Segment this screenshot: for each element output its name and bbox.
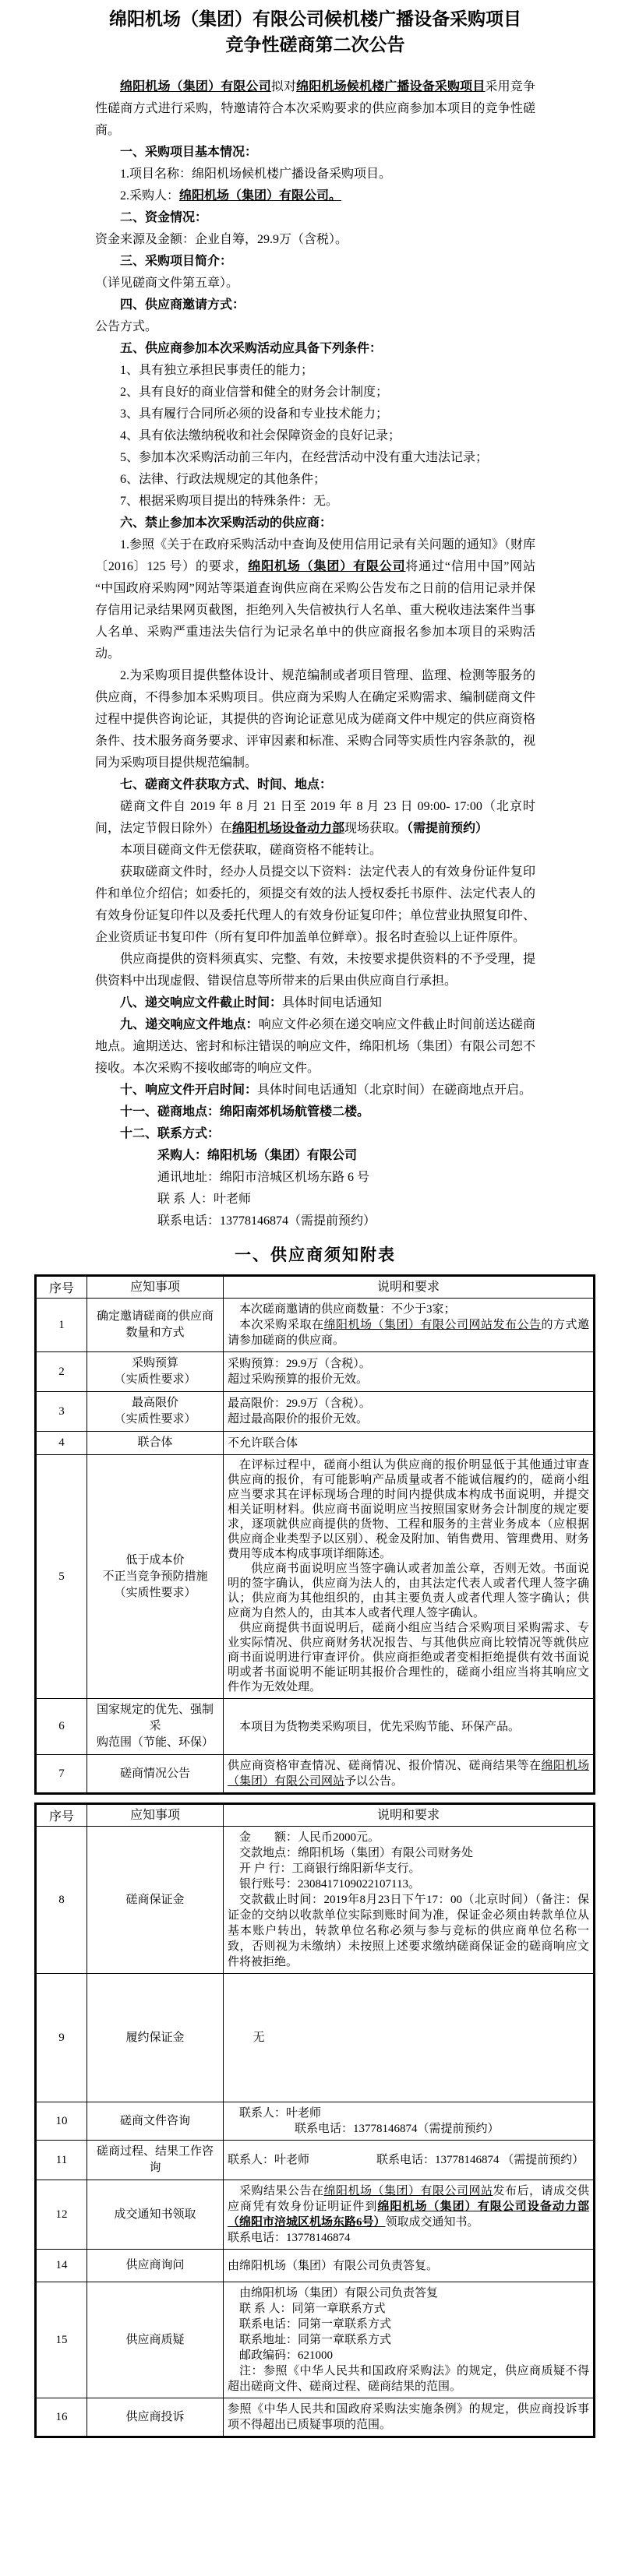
contact-phone: 联系电话：13778146874 （需提前预约） [376, 2154, 584, 2166]
paragraph-text: 具体时间电话通知 [282, 996, 383, 1010]
row-no: 16 [36, 2398, 87, 2437]
row-desc: 无 [224, 1974, 595, 2102]
header-cell-no: 序号 [36, 1804, 87, 1827]
desc-line [228, 2106, 589, 2137]
table-row [36, 2102, 595, 2141]
supplier-notice-table-part2 [34, 1802, 595, 2438]
desc-line: 联系地址：同第一章联系方式 [239, 2334, 392, 2346]
condition-item: 7、根据采购项目提出的特殊条件：无。 [120, 495, 339, 508]
row-desc [224, 1392, 595, 1432]
table-row [36, 1755, 595, 1794]
header-cell-desc: 说明和要求 [224, 1276, 595, 1299]
row-item [87, 1299, 224, 1352]
doc-title-line2: 竞争性磋商第二次公告 [225, 35, 405, 55]
announcement-website: 绵阳机场（集团）有限公司网站发布公告 [323, 1319, 542, 1331]
item-text: （实质性要求） [114, 1586, 196, 1599]
desc-line: 参照《中华人民共和国政府采购法实施条例》的规定，供应商投诉事项不得超出已质疑事项的范围。 [228, 2403, 589, 2431]
announcement-website: 绵阳机场（集团）有限公司网站 [323, 2185, 493, 2197]
intro-text: 拟对 [270, 80, 297, 93]
desc-line: 由绵阳机场（集团）有限公司负责答复 [239, 2287, 439, 2299]
heading-text: 十、响应文件开启时间： [120, 1084, 258, 1097]
desc-paragraph: 在评标过程中，磋商小组认为供应商的报价明显低于其他通过审查供应商的报价，有可能影响产品质量或者不能诚信履约的，磋商小组应当要求其在评标现场合理的时间内提供成本构成书面说明，并提交相关证明材料。供应商书面说明应当按照国家财务会计制度的规定要求，逐项就供应商提供的货物、工程和服务的主营业务成本（应根据供应商企业类型予以区别）、税金及附加、销售费用、管理费用、财务费用等成本构成事项详细陈述。 [228, 1459, 589, 1560]
contact-phone: 联系电话：13778146874 [228, 2232, 351, 2244]
table-row [36, 1392, 595, 1432]
row-desc [224, 2102, 595, 2141]
paragraph-text: 现场获取。 [344, 822, 408, 835]
item-text: （实质性要求） [114, 1413, 196, 1425]
section-9 [95, 1014, 535, 1080]
row-item [87, 1699, 224, 1755]
heading-text: 三、采购项目简介： [120, 255, 233, 268]
intro-text: 采用竞争性磋商方式进行采购，特邀请符合本次采购要求的供应商参加本项目的竞争性磋商。 [95, 80, 535, 137]
heading-text: 七、磋商文件获取方式、时间、地点： [120, 778, 333, 791]
row-item: 供应商询问 [87, 2250, 224, 2282]
contact-phone: 联系电话：13778146874（需提前预约） [157, 1214, 376, 1228]
section-4-body: 公告方式。 [95, 320, 158, 333]
heading-text: 六、禁止参加本次采购活动的供应商： [120, 516, 333, 530]
intro-paragraph [95, 76, 535, 142]
section-2-body: 资金来源及金额：企业自筹，29.9万（含税）。 [95, 233, 348, 246]
row-desc [224, 2180, 595, 2250]
row-desc [224, 1827, 595, 1974]
item-text: 确定邀请磋商的供应商 [96, 1310, 214, 1323]
section-1-heading [95, 142, 535, 164]
row-item [87, 1455, 224, 1699]
announcement-body [95, 76, 535, 1232]
desc-line: 本次磋商邀请的供应商数量：不少于3家； [239, 1303, 456, 1316]
heading-text: 四、供应商邀请方式： [120, 298, 245, 312]
section-12-heading [95, 1123, 535, 1145]
row-desc [224, 1755, 595, 1794]
desc-line: 联系电话：同第一章联系方式 [239, 2318, 392, 2331]
row-no: 10 [36, 2102, 87, 2141]
header-cell-desc: 说明和要求 [224, 1804, 595, 1827]
row-no: 3 [36, 1392, 87, 1432]
section-3-heading [95, 251, 535, 273]
condition-item: 5、参加本次采购活动前三年内，在经营活动中没有重大违法记录； [120, 451, 489, 464]
table-row [36, 1827, 595, 1974]
heading-text: 十二、联系方式： [120, 1127, 221, 1140]
table-row [36, 1352, 595, 1392]
heading-text: 一、采购项目基本情况： [120, 146, 258, 159]
purchaser-name: 绵阳机场（集团）有限公司。 [179, 189, 342, 203]
section-2-heading [95, 207, 535, 229]
row-desc [224, 1455, 595, 1699]
item-text: （实质性要求） [114, 1373, 196, 1386]
doc-title-line1: 绵阳机场（集团）有限公司候机楼广播设备采购项目 [109, 9, 521, 29]
desc-line [228, 1317, 589, 1348]
section-7-paragraph-3: 获取磋商文件时，经办人员提交以下资料：法定代表人的有效身份证件复印件和单位介绍信；如委托的，须提交有效的法人授权委托书原件、法定代表人的有效身份证复印件以及委托代理人的有效身份证复印件；单位营业执照复印件、企业资质证书复印件（所有复印件加盖单位鲜章）。报名时查验以上证件原件。 [95, 865, 535, 944]
item-text: 不正当竞争预防措施 [102, 1570, 208, 1583]
row-item: 磋商情况公告 [87, 1755, 224, 1794]
heading-text: 九、递交响应文件地点： [120, 1018, 259, 1031]
row-no: 14 [36, 2250, 87, 2282]
desc-line: 超过最高限价的报价无效。 [228, 1413, 369, 1425]
row-item [87, 1392, 224, 1432]
paragraph-text: 1.参照《关于在政府采购活动中查询及使用信用记录有关问题的通知》（财库〔2016〕125 号）的要求， [95, 538, 535, 573]
table-row [36, 1432, 595, 1455]
desc-text: 发布后，请成交供应商凭有效身份证明证件到 [228, 2185, 589, 2213]
desc-text: 予以公告。 [344, 1775, 404, 1788]
row-desc [224, 2398, 595, 2437]
contact-purchaser: 采购人：绵阳机场（集团）有限公司 [157, 1149, 358, 1162]
doc-title-block [90, 6, 540, 58]
deposit-bank: 开 户 行：工商银行绵阳新华支行。 [239, 1862, 421, 1875]
desc-line [228, 2152, 589, 2168]
desc-text: 采购结果公告在 [239, 2185, 324, 2197]
section-6-paragraph-2: 2.为采购项目提供整体设计、规范编制或者项目管理、监理、检测等服务的供应商，不得参加本采购项目。供应商为采购人在确定采购需求、编制磋商文件过程中提供咨询论证，其提供的咨询论证意见成为磋商文件中规定的供应商资格条件、技术服务商务要求、评审因素和标准、采购合同等实质性内容条款的，视同为采购项目提供规范编制。 [95, 669, 535, 770]
purchaser-name: 绵阳机场（集团）有限公司 [248, 560, 406, 573]
row-no: 15 [36, 2282, 87, 2398]
desc-text: 的方式邀请参加磋商的供应商。 [228, 1319, 589, 1347]
table-header-row [36, 1804, 595, 1827]
paragraph-text: 将通过“信用中国”网站 “中国政府采购网”网站等渠道查询供应商在采购公告发布之日前的信用记录并保存信用记录结果网页截图，拒绝列入失信被执行人名单、重大税收违法案件当事人名单、采购严重违法失信行为记录名单中的供应商报名参加本项目的采购活动。 [95, 560, 535, 661]
section-10 [95, 1080, 535, 1101]
table-header-row [36, 1276, 595, 1299]
heading-text: 八、递交响应文件截止时间： [120, 996, 283, 1010]
postal-code: 邮政编码：621000 [239, 2349, 334, 2362]
contact-address: 通讯地址：绵阳市涪城区机场东路 6 号 [157, 1171, 370, 1184]
row-item: 磋商文件咨询 [87, 2102, 224, 2141]
contact-person: 联系人：叶老师 [239, 2107, 322, 2120]
announcement-website: 绵阳机场（集团）有限公司网站 [228, 1760, 589, 1788]
section-7-paragraph-1 [95, 796, 535, 840]
condition-item: 4、具有依法缴纳税收和社会保障资金的良好记录； [120, 429, 401, 442]
table-row [36, 2180, 595, 2250]
row-item: 磋商过程、结果工作咨询 [87, 2141, 224, 2180]
row-desc [224, 1299, 595, 1352]
row-item [87, 1352, 224, 1392]
row-no: 11 [36, 2141, 87, 2180]
table-row [36, 1299, 595, 1352]
heading-text: 十一、磋商地点：绵阳南郊机场航管楼二楼。 [120, 1105, 370, 1119]
contact-phone: 联系电话：13778146874（需提前预约） [295, 2123, 500, 2135]
section-8 [95, 992, 535, 1014]
notice-pickup-text [228, 2183, 589, 2230]
row-no: 7 [36, 1755, 87, 1794]
row-item: 成交通知书领取 [87, 2180, 224, 2250]
table-row [36, 2282, 595, 2398]
desc-line [228, 1758, 589, 1789]
row-desc: 由绵阳机场（集团）有限公司负责答复。 [224, 2250, 595, 2282]
desc-text: 供应商资格审查情况、磋商情况、报价情况、磋商结果等在 [228, 1760, 542, 1772]
condition-item: 2、具有良好的商业信誉和健全的财务会计制度； [120, 386, 389, 399]
row-desc [224, 1352, 595, 1392]
item-text: 低于成本价 [125, 1553, 185, 1566]
header-cell-item: 应知事项 [87, 1276, 224, 1299]
table-row [36, 1699, 595, 1755]
item-text: 采购预算 [131, 1357, 178, 1369]
section-4-heading [95, 294, 535, 316]
section-11 [95, 1101, 535, 1123]
row-item: 磋商保证金 [87, 1827, 224, 1974]
row-no: 8 [36, 1827, 87, 1974]
row-no: 1 [36, 1299, 87, 1352]
row-desc [224, 2282, 595, 2398]
project-name: 绵阳机场候机楼广播设备采购项目 [296, 80, 486, 93]
condition-item: 6、法律、行政法规规定的其他条件； [120, 473, 327, 486]
table-row [36, 2398, 595, 2437]
item-text: 购范围（节能、环保） [96, 1736, 214, 1749]
item-text: 数量和方式 [125, 1327, 185, 1339]
table-row [36, 1974, 595, 2102]
section-7-paragraph-4: 供应商提供的资料须真实、完整、有效，未按要求提供资料的不予受理，提供资料中出现虚假、错误信息等所带来的后果由供应商自行承担。 [95, 953, 535, 988]
item-text: 国家规定的优先、强制采 [96, 1704, 214, 1732]
desc-note: 注：参照《中华人民共和国政府采购法》的规定，供应商质疑不得超出磋商文件、磋商过程、磋商结果的范围。 [228, 2365, 589, 2393]
desc-text: 本次采购采取在 [239, 1319, 324, 1331]
header-cell-item: 应知事项 [87, 1804, 224, 1827]
section-3-body: （详见磋商文件第五章）。 [95, 277, 239, 290]
supplier-notice-table-part1 [34, 1274, 595, 1795]
deposit-deadline-note: 交款截止时间：2019年8月23日下午17：00（北京时间）（备注：保证金的交纳以收款单位实际到账时间为准，保证金必须由转款单位从基本账户转出，转款单位名称必须与参与竞标的供应商单位名称一致，否则视为未缴纳）未按照上述要求缴纳磋商保证金的磋商响应文件将被拒绝。 [228, 1894, 589, 1968]
label-text: 2.采购人： [120, 189, 180, 203]
section-6-paragraph-1 [95, 534, 535, 665]
deposit-account-number: 银行账号：2308417109022107113。 [239, 1878, 420, 1891]
section-6-heading [95, 513, 535, 534]
heading-text: 二、资金情况： [120, 211, 208, 224]
row-item: 供应商质疑 [87, 2282, 224, 2398]
heading-text: 五、供应商参加本次采购活动应具备下列条件： [120, 342, 383, 355]
row-no: 6 [36, 1699, 87, 1755]
table-row [36, 2250, 595, 2282]
section-1-item-1: 1.项目名称：绵阳机场候机楼广播设备采购项目。 [120, 167, 392, 181]
desc-line: 最高限价：29.9万（含税）。 [228, 1397, 371, 1410]
contact-person: 联系人：叶老师 [228, 2154, 310, 2166]
row-no: 12 [36, 2180, 87, 2250]
desc-line: 联 系 人：同第一章联系方式 [239, 2303, 386, 2315]
row-desc [224, 2141, 595, 2180]
row-item: 履约保证金 [87, 1974, 224, 2102]
desc-line: 超过采购预算的报价无效。 [228, 1373, 369, 1386]
deposit-amount: 金 额：人民币2000元。 [239, 1831, 380, 1844]
desc-text: 领取成交通知书。 [385, 2216, 479, 2229]
item-text: 最高限价 [131, 1397, 178, 1409]
table-row [36, 2141, 595, 2180]
paragraph-text: 响应文件必须在递交响应文件截止时间前送达磋商地点。逾期送达、密封和标注错误的响应文件，绵阳机场（集团）有限公司恕不接收。本次采购不接收邮寄的响应文件。 [95, 1018, 535, 1075]
contact-person: 联 系 人：叶老师 [157, 1193, 252, 1206]
section-1-item-2 [95, 185, 535, 207]
desc-paragraph: 供应商提供书面说明后，磋商小组应当结合采购项目采购需求、专业实际情况、供应商财务状况报告、与其他供应商比较情况等就供应商书面说明进行审查评价。供应商拒绝或者变相拒绝提供有效书面说明或者书面说明不能证明其报价合理性的，磋商小组应当将其响应文件作为无效处理。 [228, 1622, 589, 1693]
row-item: 供应商投诉 [87, 2398, 224, 2437]
condition-item: 3、具有履行合同所必须的设备和专业技术能力； [120, 407, 389, 421]
row-no: 2 [36, 1352, 87, 1392]
row-item: 联合体 [87, 1432, 224, 1455]
row-desc: 不允许联合体 [224, 1432, 595, 1455]
row-no: 4 [36, 1432, 87, 1455]
paragraph-text: 具体时间电话通知（北京时间）在磋商地点开启。 [257, 1084, 532, 1097]
row-no: 5 [36, 1455, 87, 1699]
document-pickup-location: 绵阳机场设备动力部 [232, 822, 345, 835]
desc-paragraph: 供应商书面说明应当签字确认或者加盖公章，否则无效。书面说明的签字确认，供应商为法人的，由其法定代表人或者代理人签字确认；供应商为其他组织的，由其主要负责人或者代理人签字确认；供应商为自然人的，由其本人或者代理人签字确认。 [228, 1563, 589, 1619]
row-desc [224, 1699, 595, 1755]
desc-line: 采购预算：29.9万（含税）。 [228, 1358, 371, 1370]
deposit-pay-location: 交款地点：绵阳机场（集团）有限公司财务处 [239, 1847, 474, 1859]
header-cell-no: 序号 [36, 1276, 87, 1299]
appendix-title: 一、供应商须知附表 [235, 1246, 396, 1264]
desc-line: 本项目为货物类采购项目，优先采购节能、环保产品。 [239, 1720, 521, 1733]
paragraph-text: 磋商文件自 2019 年 8 月 21 日至 2019 年 8 月 23 日 09:00- 17:00（北京时间，法定节假日除外）在 [95, 800, 535, 835]
purchaser-name: 绵阳机场（集团）有限公司 [120, 80, 271, 93]
table-row [36, 1455, 595, 1699]
row-no: 9 [36, 1974, 87, 2102]
condition-item: 1、具有独立承担民事责任的能力； [120, 364, 314, 377]
section-5-heading [95, 338, 535, 360]
section-7-heading [95, 774, 535, 796]
appointment-note: （需提前预约） [407, 822, 489, 835]
section-7-paragraph-2: 本项目磋商文件无偿获取，磋商资格不能转让。 [120, 844, 383, 857]
pickup-location: 绵阳机场（集团）有限公司设备动力部（绵阳市涪城区机场东路6号） [228, 2201, 589, 2229]
